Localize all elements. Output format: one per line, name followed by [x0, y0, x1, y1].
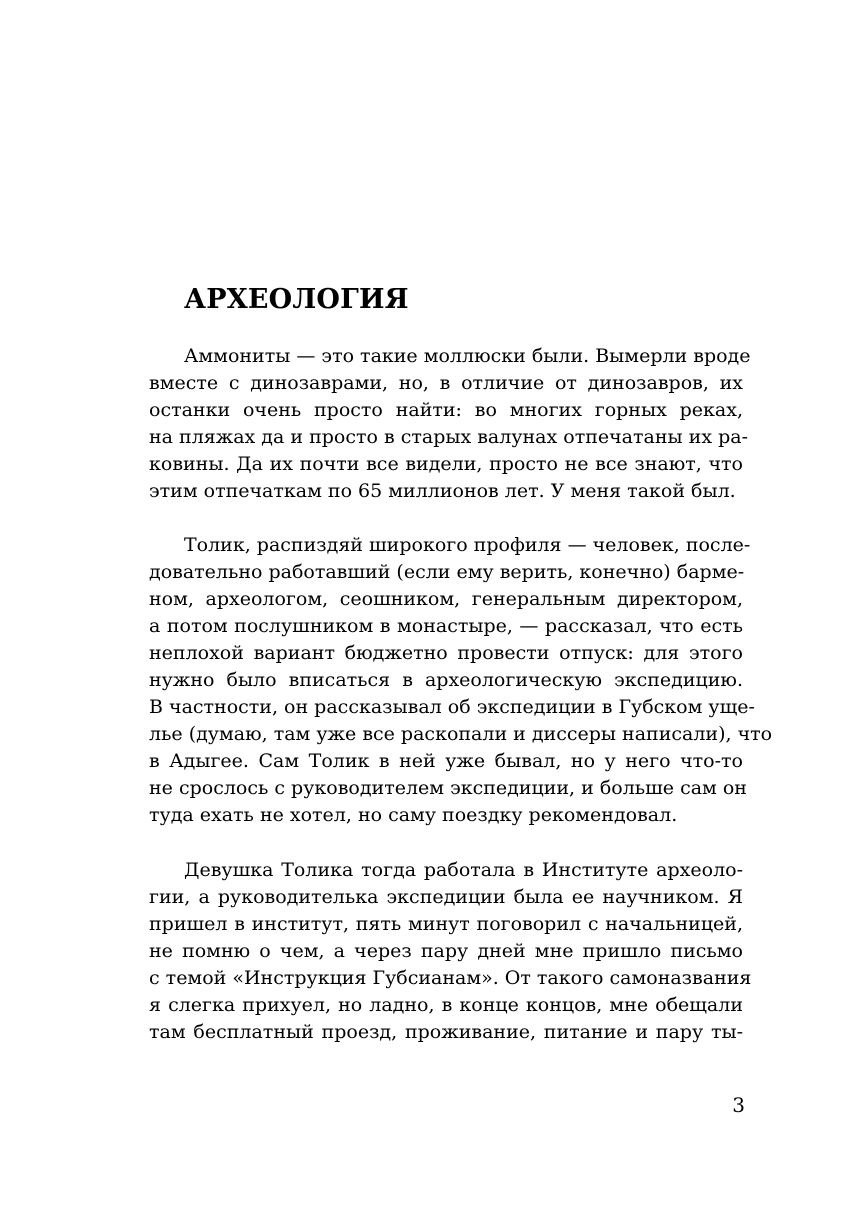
text-line: пришел в институт, пять минут поговорил с начальницей, — [149, 913, 743, 935]
page-number: 3 — [732, 1093, 745, 1117]
text-line: не срослось с руководителем экспедиции, и больше сам он — [149, 777, 747, 799]
text-line: неплохой вариант бюджетно провести отпуск: для этого — [149, 642, 743, 664]
text-line: туда ехать не хотел, но саму поездку рекомендовал. — [149, 804, 678, 826]
text-line: Девушка Толика тогда работала в Институте археоло- — [184, 859, 743, 881]
text-line: ковины. Да их почти все видели, просто не все знают, что — [149, 453, 743, 475]
paragraph — [149, 857, 752, 1046]
paragraph — [149, 532, 773, 829]
text-line: там бесплатный проезд, проживание, питание и пару ты- — [149, 1021, 743, 1043]
text-line: Аммониты — это такие моллюски были. Вымерли вроде — [184, 345, 751, 367]
chapter-title: АРХЕОЛОГИЯ — [184, 284, 409, 315]
text-line: Толик, распиздяй широкого профиля — человек, после- — [184, 534, 751, 556]
text-line: с темой «Инструкция Губсианам». От такого самоназвания — [149, 967, 752, 989]
text-line: В частности, он рассказывал об экспедиции в Губском уще- — [149, 696, 755, 718]
paragraph — [149, 343, 751, 505]
text-line: лье (думаю, там уже все раскопали и диссеры написали), что — [149, 723, 773, 745]
text-line: ном, археологом, сеошником, генеральным директором, — [149, 588, 743, 610]
text-line: этим отпечаткам по 65 миллионов лет. У меня такой был. — [149, 480, 736, 502]
text-line: на пляжах да и просто в старых валунах отпечатаны их ра- — [149, 426, 748, 448]
text-line: останки очень просто найти: во многих горных реках, — [149, 399, 743, 421]
text-line: гии, а руководителька экспедиции была ее научником. Я — [149, 886, 743, 908]
text-line: я слегка прихуел, но ладно, в конце концов, мне обещали — [149, 994, 743, 1016]
text-line: в Адыгее. Сам Толик в ней уже бывал, но у него что-то — [149, 750, 743, 772]
text-line: довательно работавший (если ему верить, конечно) барме- — [149, 561, 745, 583]
text-line: нужно было вписаться в археологическую экспедицию. — [149, 669, 743, 691]
text-line: а потом послушником в монастыре, — рассказал, что есть — [149, 615, 743, 637]
text-line: не помню о чем, а через пару дней мне пришло письмо — [149, 940, 743, 962]
text-line: вместе с динозаврами, но, в отличие от динозавров, их — [149, 372, 743, 394]
